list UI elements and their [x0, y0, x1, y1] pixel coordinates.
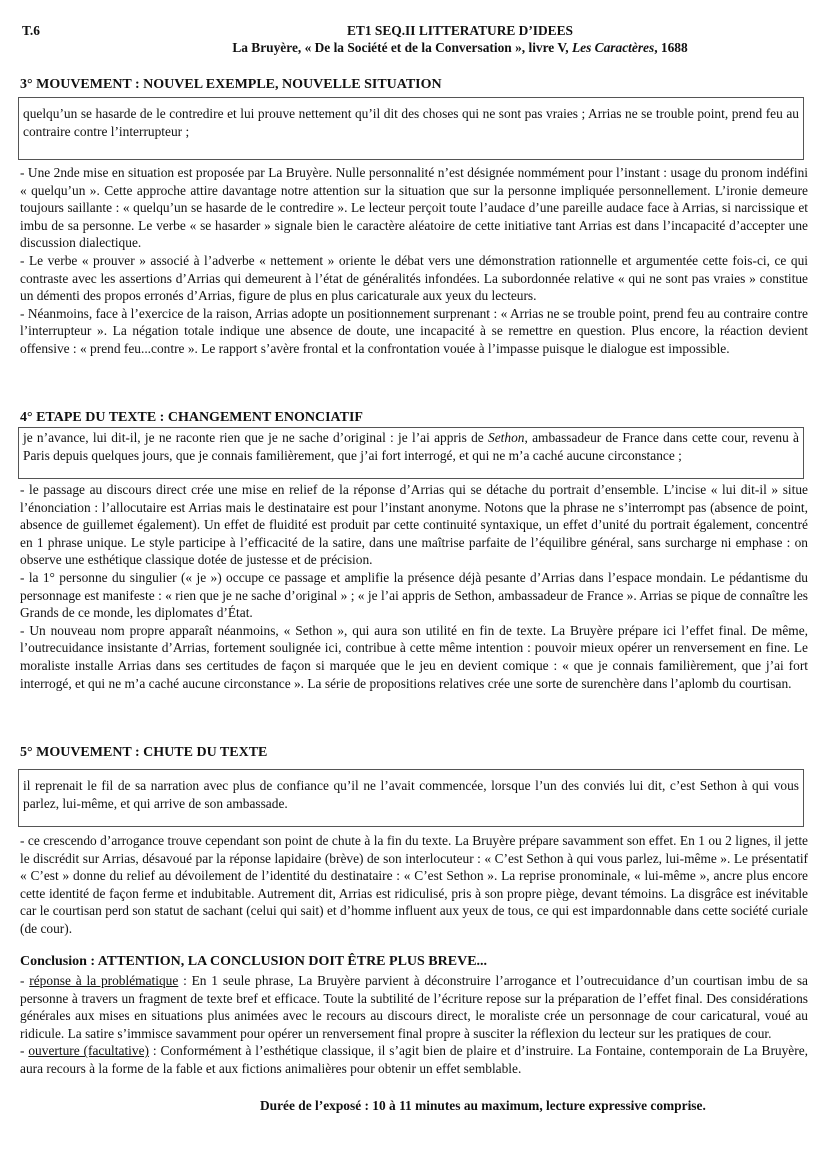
section-4-commentary [20, 481, 808, 692]
section-4-quote-name: Sethon [488, 430, 525, 445]
section-3-paragraph-1: - Une 2nde mise en situation est proposée par La Bruyère. Nulle personnalité n’est désignée nommément pour l’instant : usage du pronom indéfini « quelqu’un ». Cette approche attire davantage notre attention sur la situation que sur la personne impliquée personnellement. L’ironie demeure toujours saillante : « quelqu’un se hasarde de le contredire ». Le lecteur perçoit toute l’audace d’une pareille audace face à Arrias, si narcissique et imbu de sa personne. Le verbe « se hasarder » signale bien le caractère aléatoire de cette initiative tant Arrias est dans l’incapacité d’accepter une discussion dialectique. [20, 165, 808, 251]
section-3-paragraph-2: - Le verbe « prouver » associé à l’adverbe « nettement » oriente le débat vers une démonstration rationnelle et argumentée cette fois-ci, ce qui contraste avec les assertions d’Arrias qui demeurent à l’état de généralités infondées. La subordonnée relative « qui ne sont pas vraies » constitue un démenti des propos erronés d’Arrias, figure de plus en plus caricaturale aux yeux du lecteurs. [20, 252, 808, 304]
section-4-quote-box [18, 427, 804, 479]
document-subtitle [110, 39, 810, 57]
section-3-title: 3° MOUVEMENT : NOUVEL EXEMPLE, NOUVELLE SITUATION [20, 77, 442, 92]
subtitle-work-title: Les Caractères [572, 40, 655, 55]
section-3-quote: quelqu’un se hasarde de le contredire et lui prouve nettement qu’il dit des choses qui ne sont pas vraies ; Arrias ne se trouble point, prend feu au contraire contre l’interrupteur ; [23, 106, 799, 139]
section-5-paragraph: - ce crescendo d’arrogance trouve cependant son point de chute à la fin du texte. La Bruyère prépare savamment son effet. En 1 ou 2 lignes, il jette le discrédit sur Arrias, désavoué par la réponse lapidaire (brève) de son interlocuteur : « C’est Sethon à qui vous parlez, lui-même ». Le présentatif « C’est » donne du relief au dévoilement de l’identité du destinataire : « C’est Sethon ». La reprise pronominale, « lui-même », ancre plus encore cette identité de façon ferme et indubitable. Autrement dit, Arrias est ridiculisé, pris à son propre piège, devant témoins. La disgrâce est inévitable car le courtisan perd son statut de sachant (celui qui sait) et d’homme influent aux yeux de tous, ce qui est impardonnable dans cette société curiale (de cour). [20, 833, 808, 936]
document-title: ET1 SEQ.II LITTERATURE D’IDEES [347, 23, 573, 38]
conclusion-item-2-text: : Conformément à l’esthétique classique, il s’agit bien de plaire et d’instruire. La Fontaine, contemporain de La Bruyère, aura recours à la forme de la fable et aux fictions animalières pour obtenir un effet semblable. [20, 1043, 808, 1076]
section-4-paragraph-2: - la 1° personne du singulier (« je ») occupe ce passage et amplifie la présence déjà pesante d’Arrias dans l’espace mondain. Le pédantisme du personnage est manifeste : « rien que je ne sache d’original » ; « je l’ai appris de Sethon, ambassadeur de France ». Arrias se pique de connaître les Grands de ce monde, les diplomates d’État. [20, 569, 808, 621]
section-5-commentary [20, 832, 808, 938]
conclusion-item-1-text: : En 1 seule phrase, La Bruyère parvient à déconstruire l’arrogance et l’outrecuidance d’un courtisan imbu de sa personne à travers un fragment de texte bref et efficace. Toute la subtilité de l’écriture repose sur la préparation de l’effet final. Des considérations générales aux mises en situations plus animées avec le recours au discours direct, le moraliste crée un personnage de cour caricatural, voué au ridicule. La satire s’immisce savamment pour opérer un renversement final propre à susciter la réflexion du lecteur sur les pratiques de cour. [20, 973, 809, 1041]
section-4-quote-end: , ambassadeur de France dans cette cour, revenu à Paris depuis quelques jours, que je connais familièrement, que j’ai fort interrogé, et qui ne m’a caché aucune circonstance ; [23, 430, 800, 463]
section-4-title: 4° ETAPE DU TEXTE : CHANGEMENT ENONCIATIF [20, 410, 363, 425]
conclusion-title: Conclusion : ATTENTION, LA CONCLUSION DOIT ÊTRE PLUS BREVE... [20, 954, 488, 969]
subtitle-prefix: La Bruyère, « De la Société et de la Conversation », livre V, [232, 40, 572, 55]
section-4-paragraph-1: - le passage au discours direct crée une mise en relief de la réponse d’Arrias qui se détache du portrait d’ensemble. L’incise « lui dit-il » situe l’énonciation : l’allocutaire est Arrias mais le destinataire est pour l’instant anonyme. Notons que la phrase ne s’interrompt pas (absence de point, absence de guillemet également). Un effet de fluidité est produit par cette continuité syntaxique, un effet d’unité du portrait également, concentré en 1 phrase unique. Le style participe à l’efficacité de la satire, dans une maîtrise parfaite de l’équilibre général, sans surcharge ni emphase : on observe une esthétique classique dotée de justesse et de précision. [20, 482, 808, 568]
section-5-quote-box [18, 769, 804, 827]
section-3-quote-box [18, 97, 804, 160]
conclusion-item-2: - ouverture (facultative) : Conformément à l’esthétique classique, il s’agit bien de plaire et d’instruire. La Fontaine, contemporain de La Bruyère, aura recours à la forme de la fable et aux fictions animalières pour obtenir un effet semblable. [20, 1043, 808, 1076]
conclusion-item-2-label: ouverture (facultative) [28, 1043, 149, 1059]
section-3-paragraph-3: - Néanmoins, face à l’exercice de la raison, Arrias adopte un positionnement surprenant : « Arrias ne se trouble point, prend feu au contraire contre l’interrupteur ». La négation totale indique une absence de doute, une incapacité à se remettre en question. Plus encore, la réaction devient offensive : « prend feu...contre ». Le rapport s’avère frontal et la confrontation vouée à l’impasse puisque le dialogue est impossible. [20, 305, 808, 356]
conclusion-item-1-label: réponse à la problématique [29, 973, 179, 988]
presentation-duration-note: Durée de l’exposé : 10 à 11 minutes au maximum, lecture expressive comprise. [260, 1098, 706, 1113]
subtitle-suffix: , 1688 [654, 40, 688, 55]
document-reference: T.6 [22, 23, 40, 38]
section-4-paragraph-3: - Un nouveau nom propre apparaît néanmoins, « Sethon », qui aura son utilité en fin de texte. La Bruyère prépare ici l’effet final. De même, l’outrecuidance insistante d’Arrias, fortement soulignée ici, contribue à cette même intention : pouvoir mieux opérer un renversement en fine. Le moraliste installe Arrias dans ses certitudes de façon si marquée que le jeu en devient comique : « que je connais familièrement, que j’ai fort interrogé, et qui ne m’a caché aucune circonstance ». La série de propositions relatives crée une sorte de surenchère dans l’aplomb du courtisan. [20, 622, 808, 691]
section-4-quote-start: je n’avance, lui dit-il, je ne raconte rien que je ne sache d’original : je l’ai appris de [23, 430, 489, 445]
section-5-quote: il reprenait le fil de sa narration avec plus de confiance qu’il ne l’avait commencée, lorsque l’un des conviés lui dit, c’est Sethon à qui vous parlez, lui-même, et qui arrive de son ambassade. [23, 778, 799, 811]
conclusion-body [20, 972, 808, 1078]
section-3-commentary [20, 164, 808, 358]
conclusion-item-1: - réponse à la problématique : En 1 seule phrase, La Bruyère parvient à déconstruire l’arrogance et l’outrecuidance d’un courtisan imbu de sa personne à travers un fragment de texte bref et efficace. Toute la subtilité de l’écriture repose sur la préparation de l’effet final. Des considérations générales aux mises en situations plus animées avec le recours au discours direct, le moraliste crée un personnage de cour caricatural, voué au ridicule. La satire s’immisce savamment pour opérer un renversement final propre à susciter la réflexion du lecteur sur les pratiques de cour. [20, 973, 809, 1041]
section-5-title: 5° MOUVEMENT : CHUTE DU TEXTE [20, 745, 268, 760]
